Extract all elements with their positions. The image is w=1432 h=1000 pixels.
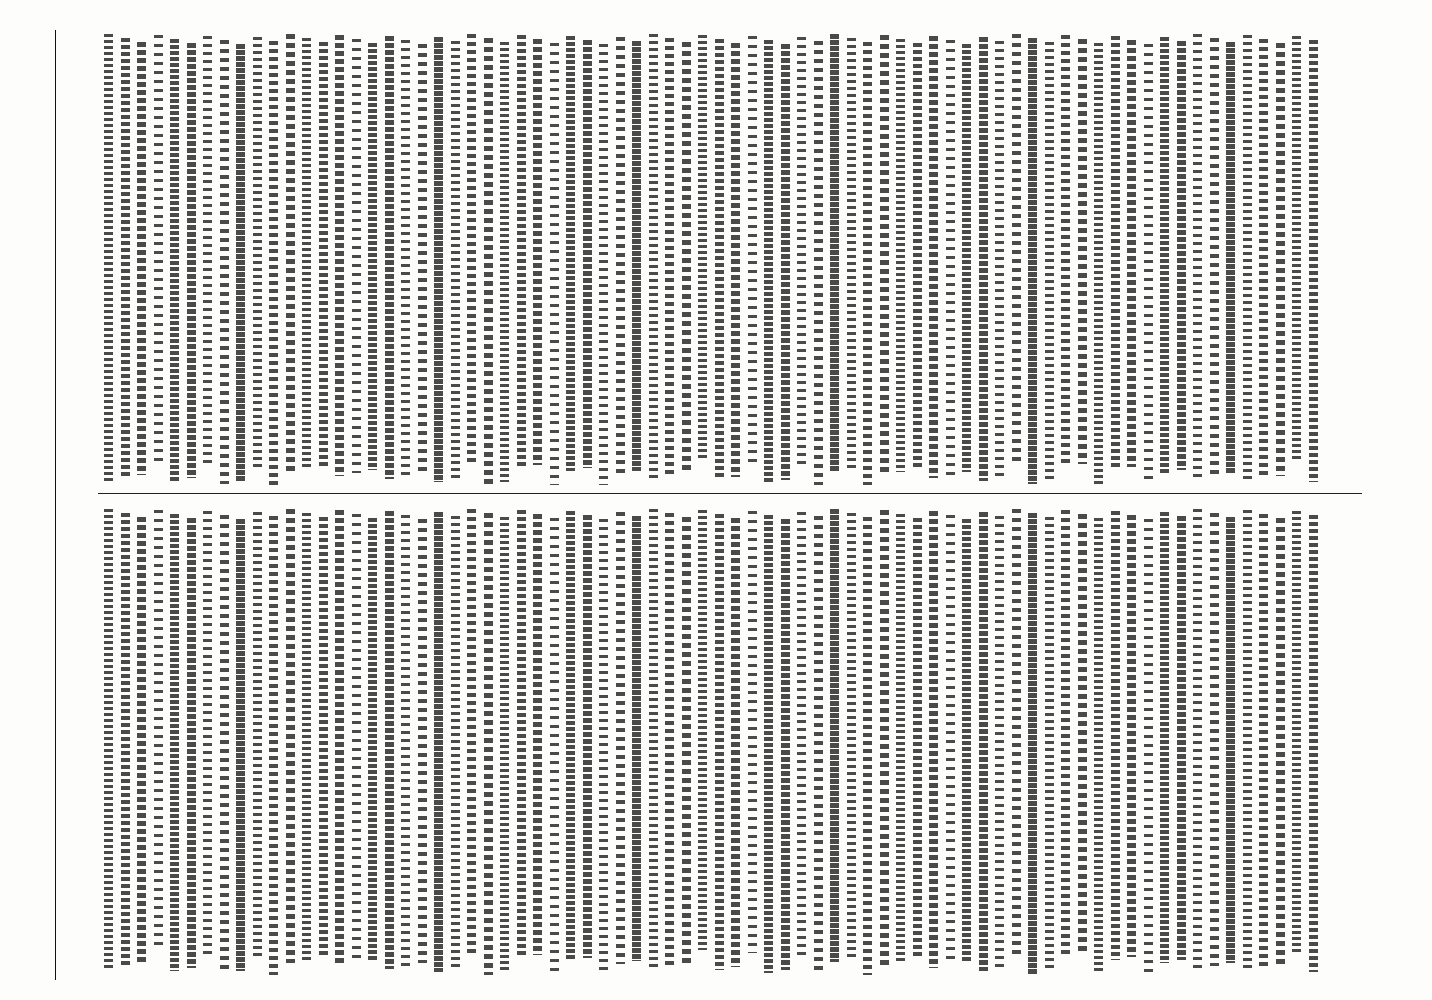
text-line — [698, 35, 707, 460]
text-line — [236, 44, 245, 481]
text-line — [830, 509, 839, 962]
text-line — [418, 44, 427, 473]
text-line — [187, 518, 196, 968]
text-line — [1177, 41, 1186, 470]
text-line — [319, 42, 328, 467]
text-line — [319, 517, 328, 957]
text-line — [962, 519, 971, 962]
text-line — [253, 37, 262, 467]
text-line — [517, 35, 526, 468]
text-line — [352, 39, 361, 473]
text-line — [1045, 42, 1054, 481]
text-line — [1193, 509, 1202, 969]
text-line — [715, 514, 724, 970]
text-line — [533, 39, 542, 465]
text-line — [137, 42, 146, 475]
text-line — [104, 509, 113, 971]
text-line — [121, 513, 130, 968]
text-line — [979, 512, 988, 971]
text-line — [1078, 39, 1087, 464]
text-line — [500, 42, 509, 482]
text-line — [913, 518, 922, 959]
text-line — [1160, 512, 1169, 963]
text-line — [1292, 36, 1301, 462]
text-line — [1045, 517, 1054, 971]
text-line — [1160, 37, 1169, 473]
text-line — [1078, 514, 1087, 954]
text-line — [1012, 34, 1021, 464]
text-line — [517, 510, 526, 958]
text-line — [484, 513, 493, 975]
text-line — [1144, 519, 1153, 975]
text-line — [682, 42, 691, 474]
text-line — [434, 512, 443, 972]
text-line — [632, 516, 641, 961]
text-line — [500, 517, 509, 972]
text-line — [203, 511, 212, 954]
text-line — [814, 516, 823, 975]
text-line — [385, 511, 394, 969]
digitization-sidebar — [1405, 20, 1427, 580]
text-line — [1127, 40, 1136, 467]
text-line — [154, 510, 163, 951]
text-line — [1210, 513, 1219, 966]
text-line — [434, 37, 443, 482]
text-line — [1309, 40, 1318, 482]
text-line — [632, 41, 641, 471]
text-line — [302, 513, 311, 960]
text-line — [170, 514, 179, 971]
text-line — [1061, 35, 1070, 467]
text-line — [550, 43, 559, 485]
header-rule — [55, 30, 96, 980]
text-line — [1259, 514, 1268, 969]
text-line — [1210, 38, 1219, 476]
text-line — [599, 44, 608, 485]
text-line — [863, 42, 872, 485]
text-line — [1259, 39, 1268, 479]
text-line — [1243, 35, 1252, 482]
text-line — [253, 512, 262, 957]
text-line — [1111, 511, 1120, 960]
text-line — [962, 44, 971, 472]
text-line — [583, 515, 592, 958]
text-line — [401, 515, 410, 966]
text-line — [302, 38, 311, 470]
text-line — [1309, 515, 1318, 972]
text-line — [203, 36, 212, 464]
text-line — [1193, 34, 1202, 479]
text-line — [401, 40, 410, 476]
text-line — [913, 43, 922, 469]
text-line — [154, 35, 163, 461]
text-line — [220, 40, 229, 484]
text-line — [731, 43, 740, 477]
text-line — [236, 519, 245, 971]
text-line — [1276, 518, 1285, 966]
text-line — [533, 514, 542, 955]
text-line — [418, 519, 427, 963]
text-line — [797, 37, 806, 466]
text-line — [995, 516, 1004, 968]
text-line — [929, 36, 938, 478]
text-line — [170, 39, 179, 481]
text-line — [368, 518, 377, 960]
text-line — [1094, 43, 1103, 484]
text-line — [616, 512, 625, 964]
text-line — [979, 37, 988, 481]
text-line — [451, 516, 460, 969]
text-line — [1028, 513, 1037, 974]
text-line — [781, 519, 790, 970]
text-line — [698, 510, 707, 950]
text-line — [1243, 510, 1252, 972]
text-line — [269, 41, 278, 485]
text-line — [566, 36, 575, 471]
text-line — [187, 43, 196, 478]
text-line — [104, 34, 113, 481]
text-column-right — [100, 30, 1330, 485]
text-line — [781, 44, 790, 480]
text-line — [599, 519, 608, 975]
text-line — [665, 513, 674, 967]
text-line — [715, 39, 724, 480]
text-line — [484, 38, 493, 485]
text-line — [748, 36, 757, 463]
text-line — [121, 38, 130, 478]
text-line — [1226, 517, 1235, 963]
text-line — [830, 34, 839, 472]
text-line — [1177, 516, 1186, 960]
text-line — [863, 517, 872, 975]
text-line — [1012, 509, 1021, 954]
text-line — [583, 40, 592, 468]
text-line — [880, 35, 889, 475]
text-line — [929, 511, 938, 968]
text-line — [649, 34, 658, 480]
text-line — [880, 510, 889, 965]
text-line — [335, 35, 344, 476]
text-line — [682, 517, 691, 964]
text-line — [665, 38, 674, 477]
text-line — [764, 40, 773, 483]
text-line — [1111, 36, 1120, 470]
column-divider — [98, 493, 1362, 494]
text-line — [1276, 43, 1285, 476]
text-line — [764, 515, 773, 973]
text-line — [847, 38, 856, 469]
text-line — [946, 40, 955, 475]
text-line — [368, 43, 377, 470]
text-line — [1061, 510, 1070, 957]
text-line — [467, 509, 476, 955]
text-line — [269, 516, 278, 975]
text-line — [385, 36, 394, 479]
text-line — [847, 513, 856, 959]
text-line — [286, 34, 295, 473]
text-line — [451, 41, 460, 479]
text-line — [1028, 38, 1037, 484]
text-line — [352, 514, 361, 963]
text-line — [814, 41, 823, 485]
text-line — [335, 510, 344, 966]
text-line — [566, 511, 575, 961]
text-line — [286, 509, 295, 963]
text-line — [220, 515, 229, 974]
text-line — [797, 512, 806, 956]
text-line — [1292, 511, 1301, 952]
text-line — [748, 511, 757, 953]
text-line — [731, 518, 740, 967]
text-line — [1127, 515, 1136, 957]
text-line — [550, 518, 559, 975]
text-line — [649, 509, 658, 970]
text-line — [467, 34, 476, 465]
text-column-left — [100, 505, 1330, 975]
text-line — [896, 514, 905, 962]
text-line — [137, 517, 146, 965]
text-line — [1144, 44, 1153, 485]
text-line — [1094, 518, 1103, 974]
text-line — [995, 41, 1004, 478]
text-line — [1226, 42, 1235, 473]
text-line — [616, 37, 625, 474]
text-line — [946, 515, 955, 965]
text-line — [896, 39, 905, 472]
